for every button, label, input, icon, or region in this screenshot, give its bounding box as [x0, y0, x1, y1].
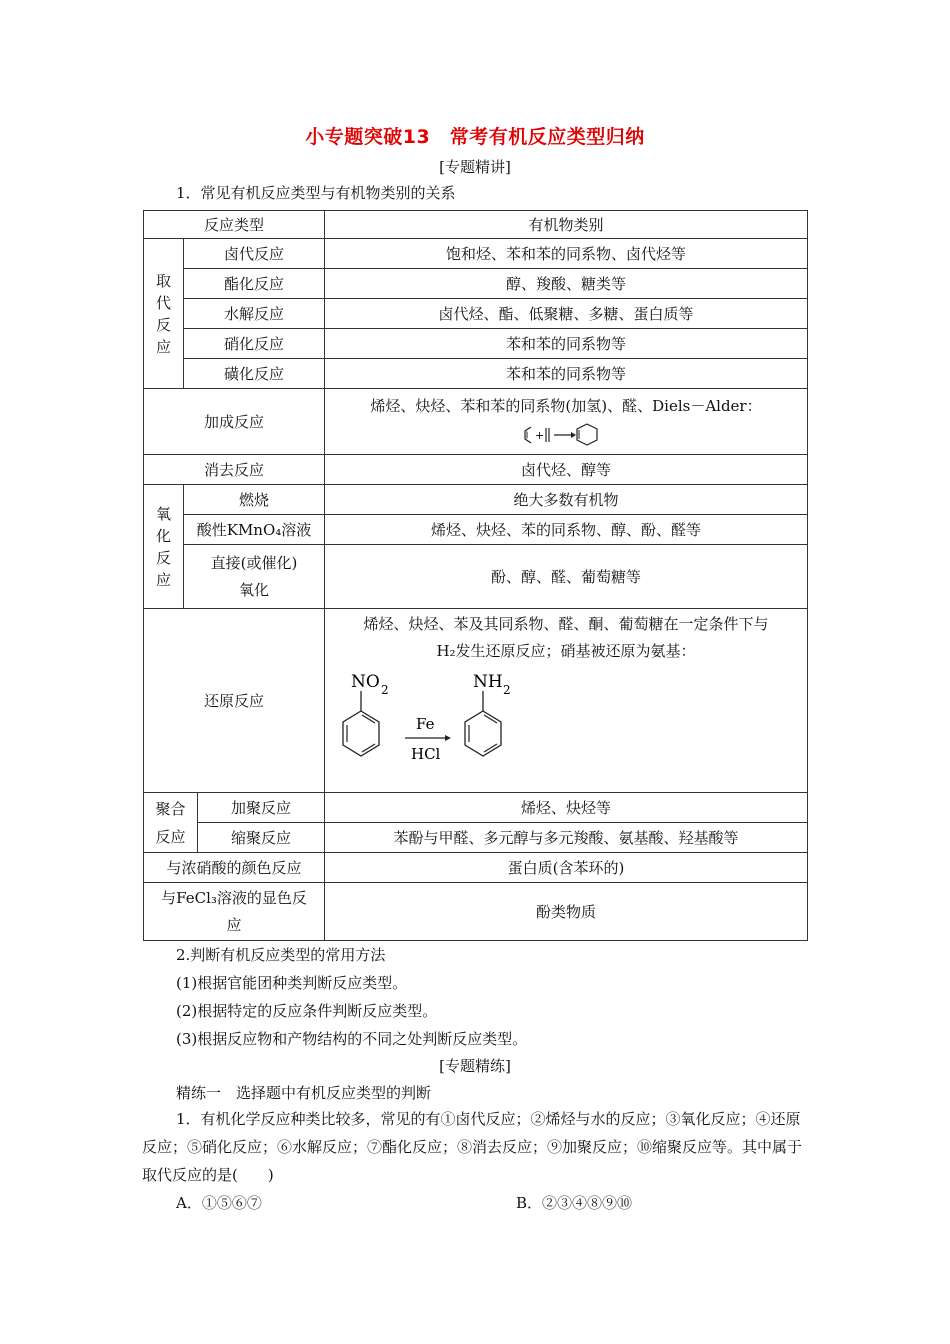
option-b: B．②③④⑧⑨⑩ — [516, 1194, 633, 1212]
type-addition: 加成反应 — [144, 389, 325, 455]
practice-heading: 精练一 选择题中有机反应类型的判断 — [176, 1084, 432, 1102]
type-direct-oxidation: 直接(或催化) 氧化 — [184, 545, 325, 609]
category-elimination: 卤代烃、醇等 — [325, 455, 808, 485]
section-tag-lecture: [专题精讲] — [439, 158, 511, 176]
header-category: 有机物类别 — [325, 211, 808, 239]
heading-1: 1．常见有机反应类型与有机物类别的关系 — [176, 184, 456, 202]
heading-2: 2.判断有机反应类型的常用方法 — [176, 946, 386, 964]
nitro-reduction-scheme — [333, 667, 523, 787]
type-condensation-polymerization: 缩聚反应 — [198, 823, 325, 853]
svg-text:HCl: HCl — [411, 745, 441, 763]
group-substitution: 取代反应 — [144, 239, 184, 389]
method-2: (2)根据特定的反应条件判断反应类型。 — [176, 1002, 438, 1020]
svg-text:+: + — [535, 428, 545, 442]
category-kmno4: 烯烃、炔烃、苯的同系物、醇、酚、醛等 — [325, 515, 808, 545]
category-hydrolysis: 卤代烃、酯、低聚糖、多糖、蛋白质等 — [325, 299, 808, 329]
svg-text:2: 2 — [381, 683, 389, 697]
category-condensation-polymerization: 苯酚与甲醛、多元醇与多元羧酸、氨基酸、羟基酸等 — [325, 823, 808, 853]
benzene-ring-icon — [465, 711, 501, 756]
type-nitration: 硝化反应 — [184, 329, 325, 359]
header-type: 反应类型 — [144, 211, 325, 239]
amino-label: NH — [473, 672, 503, 692]
type-addition-polymerization: 加聚反应 — [198, 793, 325, 823]
category-direct-oxidation: 酚、醇、醛、葡萄糖等 — [325, 545, 808, 609]
svg-text:Fe: Fe — [416, 715, 435, 733]
category-sulfonation: 苯和苯的同系物等 — [325, 359, 808, 389]
svg-text:2: 2 — [503, 683, 511, 697]
category-nitration: 苯和苯的同系物等 — [325, 329, 808, 359]
group-polymerization: 聚合 反应 — [144, 793, 198, 853]
category-reduction: 烯烃、炔烃、苯及其同系物、醛、酮、葡萄糖在一定条件下与 H₂发生还原反应；硝基被还原为氨基： NO 2 Fe HCl NH 2 — [325, 609, 808, 793]
diene-icon — [525, 427, 531, 443]
type-color-reaction: 与浓硝酸的颜色反应 — [144, 853, 325, 883]
category-addition: 烯烃、炔烃、苯和苯的同系物(加氢)、醛、Diels－Alder： + — [325, 389, 808, 455]
page-title: 小专题突破13 常考有机反应类型归纳 — [305, 126, 645, 148]
type-hydrolysis: 水解反应 — [184, 299, 325, 329]
category-color-reaction: 蛋白质(含苯环的) — [325, 853, 808, 883]
type-combustion: 燃烧 — [184, 485, 325, 515]
option-a: A．①⑤⑥⑦ — [176, 1194, 262, 1212]
benzene-ring-icon — [343, 711, 379, 756]
section-tag-practice: [专题精练] — [439, 1057, 511, 1075]
group-oxidation: 氧化反应 — [144, 485, 184, 609]
type-fecl3-reaction: 与FeCl₃溶液的显色反 应 — [144, 883, 325, 941]
type-elimination: 消去反应 — [144, 455, 325, 485]
method-1: (1)根据官能团种类判断反应类型。 — [176, 974, 408, 992]
type-kmno4: 酸性KMnO₄溶液 — [184, 515, 325, 545]
question-1-stem: 1．有机化学反应种类比较多，常见的有①卤代反应；②烯烃与水的反应；③氧化反应；④还原反应；⑤硝化反应；⑥水解反应；⑦酯化反应；⑧消去反应；⑨加聚反应；⑩缩聚反应等。其中属于取代反应的是( ) — [142, 1110, 803, 1184]
type-sulfonation: 磺化反应 — [184, 359, 325, 389]
nitro-label: NO — [351, 672, 380, 692]
type-reduction: 还原反应 — [144, 609, 325, 793]
category-addition-polymerization: 烯烃、炔烃等 — [325, 793, 808, 823]
category-combustion: 绝大多数有机物 — [325, 485, 808, 515]
reaction-type-table — [143, 210, 808, 941]
cyclohexene-icon — [577, 424, 597, 445]
type-halogenation: 卤代反应 — [184, 239, 325, 269]
category-halogenation: 饱和烃、苯和苯的同系物、卤代烃等 — [325, 239, 808, 269]
diels-alder-scheme — [521, 419, 611, 449]
method-3: (3)根据反应物和产物结构的不同之处判断反应类型。 — [176, 1030, 528, 1048]
category-fecl3-reaction: 酚类物质 — [325, 883, 808, 941]
type-esterification: 酯化反应 — [184, 269, 325, 299]
category-esterification: 醇、羧酸、糖类等 — [325, 269, 808, 299]
